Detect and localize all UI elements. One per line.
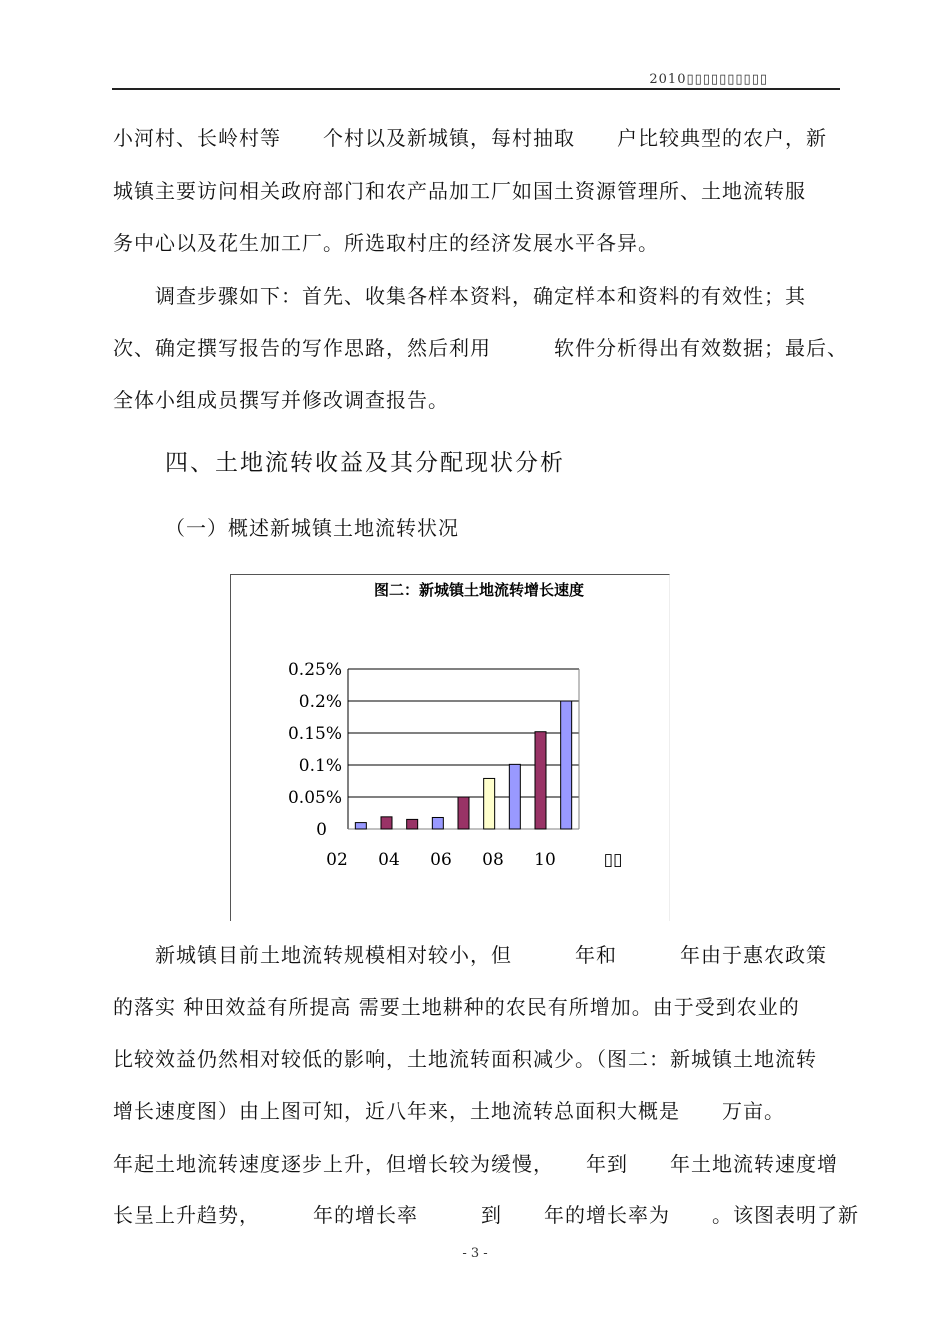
- paragraph-line: 城镇主要访问相关政府部门和农产品加工厂如国土资源管理所、土地流转服: [113, 179, 806, 203]
- paragraph-line: 增长速度图）由上图可知，近八年来，土地流转总面积大概是 万亩。: [113, 1099, 785, 1123]
- bar: [458, 797, 469, 829]
- y-tick-label: 0: [316, 820, 327, 840]
- bar: [407, 819, 418, 829]
- paragraph-line: 小河村、长岭村等 个村以及新城镇，每村抽取 户比较典型的农户，新: [113, 126, 827, 150]
- paragraph-line: 比较效益仍然相对较低的影响，土地流转面积减少。（图二：新城镇土地流转: [113, 1047, 817, 1071]
- y-tick-label: 0.2%: [298, 692, 342, 712]
- x-tick-label: 10: [534, 850, 556, 870]
- y-tick-label: 0.25%: [287, 660, 342, 680]
- page-number: - 3 -: [462, 1246, 488, 1261]
- bar: [509, 764, 520, 829]
- bar: [381, 817, 392, 829]
- bar: [484, 778, 495, 829]
- paragraph-line: 次、确定撰写报告的写作思路，然后利用 软件分析得出有效数据；最后、: [113, 336, 848, 360]
- bar: [432, 817, 443, 829]
- header-rule: [112, 88, 840, 90]
- paragraph-line: 全体小组成员撰写并修改调查报告。: [113, 388, 449, 412]
- bar: [561, 701, 572, 829]
- paragraph-line: 调查步骤如下：首先、收集各样本资料，确定样本和资料的有效性；其: [113, 284, 806, 308]
- paragraph-line: 年起土地流转速度逐步上升，但增长较为缓慢， 年到 年土地流转速度增: [113, 1152, 838, 1176]
- chart-title: 图二：新城镇土地流转增长速度: [373, 581, 585, 599]
- x-tick-label: 04: [378, 850, 400, 870]
- paragraph-line: 务中心以及花生加工厂。所选取村庄的经济发展水平各异。: [113, 231, 659, 255]
- x-tick-label: 08: [482, 850, 504, 870]
- bar: [535, 732, 546, 829]
- subsection-heading: （一）概述新城镇土地流转状况: [165, 516, 459, 540]
- y-tick-label: 0.1%: [298, 756, 342, 776]
- bar: [355, 823, 366, 829]
- y-tick-label: 0.15%: [287, 724, 342, 744]
- chart-svg: [231, 575, 669, 921]
- paragraph-line: 的落实 种田效益有所提高 需要土地耕种的农民有所增加。由于受到农业的: [113, 995, 800, 1019]
- x-tick-label: 06: [430, 850, 452, 870]
- x-tick-label: ▯▯: [603, 850, 623, 870]
- paragraph-line: 新城镇目前土地流转规模相对较小，但 年和 年由于惠农政策: [113, 943, 827, 967]
- y-tick-label: 0.05%: [287, 788, 342, 808]
- header-text: 2010▯▯▯▯▯▯▯▯▯▯: [649, 72, 768, 87]
- chart: [230, 574, 670, 921]
- x-tick-label: 02: [326, 850, 348, 870]
- section-heading: 四、土地流转收益及其分配现状分析: [165, 450, 565, 476]
- paragraph-line: 长呈上升趋势， 年的增长率 到 年的增长率为 。该图表明了新: [113, 1203, 859, 1227]
